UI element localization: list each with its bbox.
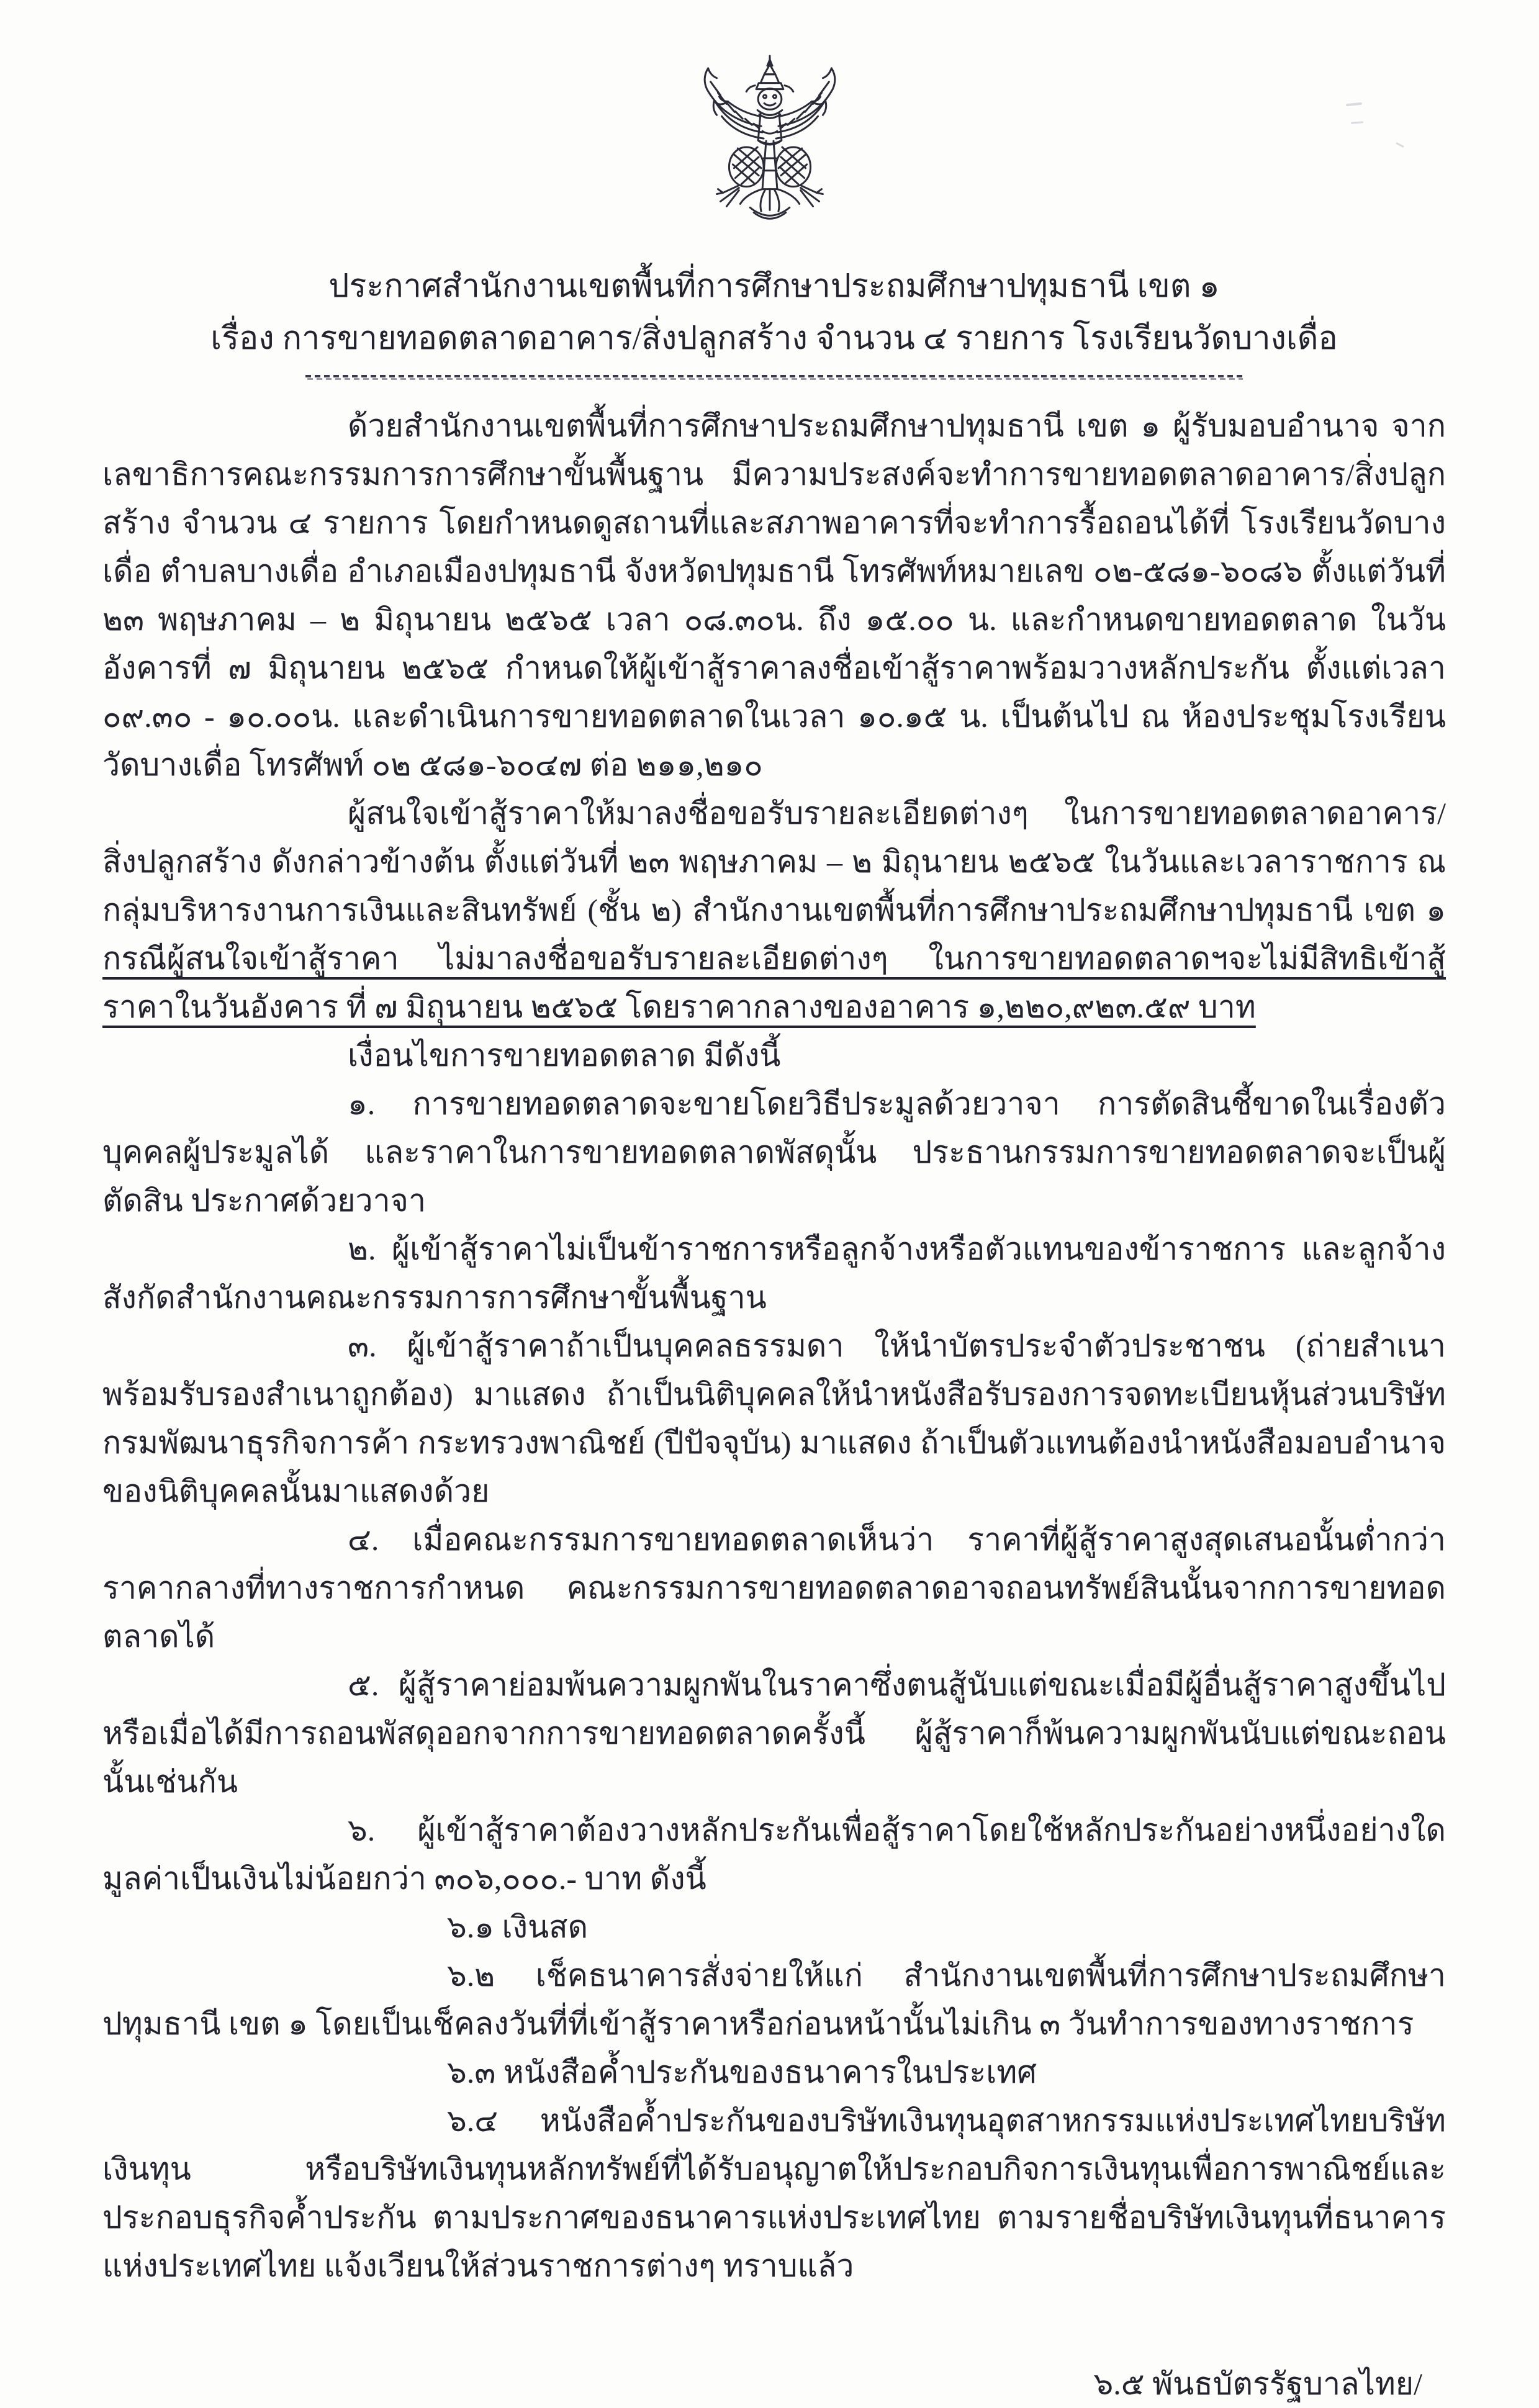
- intro-paragraph: ด้วยสำนักงานเขตพื้นที่การศึกษาประถมศึกษาปทุมธานี เขต ๑ ผู้รับมอบอำนาจ จากเลขาธิการคณะกรรมการการศึกษาขั้นพื้นฐาน มีความประสงค์จะทำการขายทอดตลาดอาคาร/สิ่งปลูกสร้าง จำนวน ๔ รายการ โดยกำหนดดูสถานที่และสภาพอาคารที่จะทำการรื้อถอนได้ที่ โรงเรียนวัดบางเดื่อ ตำบลบางเดื่อ อำเภอเมืองปทุมธานี จังหวัดปทุมธานี โทรศัพท์หมายเลข ๐๒-๕๘๑-๖๐๘๖ ตั้งแต่วันที่ ๒๓ พฤษภาคม – ๒ มิถุนายน ๒๕๖๕ เวลา ๐๘.๓๐น. ถึง ๑๕.๐๐ น. และกำหนดขายทอดตลาด ในวันอังคารที่ ๗ มิถุนายน ๒๕๖๕ กำหนดให้ผู้เข้าสู้ราคาลงชื่อเข้าสู้ราคาพร้อมวางหลักประกัน ตั้งแต่เวลา ๐๙.๓๐ - ๑๐.๐๐น. และดำเนินการขายทอดตลาดในเวลา ๑๐.๑๕ น. เป็นต้นไป ณ ห้องประชุมโรงเรียนวัดบางเดื่อ โทรศัพท์ ๐๒ ๕๘๑-๖๐๔๗ ต่อ ๒๑๑,๒๑๐: [102, 408, 1446, 782]
- condition-item-2: ๒. ผู้เข้าสู้ราคาไม่เป็นข้าราชการหรือลูกจ้างหรือตัวแทนของข้าราชการ และลูกจ้างสังกัดสำนักงานคณะกรรมการการศึกษาขั้นพื้นฐาน: [102, 1232, 1446, 1315]
- condition-item-5: ๕. ผู้สู้ราคาย่อมพ้นความผูกพันในราคาซึ่งตนสู้นับแต่ขณะเมื่อมีผู้อื่นสู้ราคาสูงขึ้นไปหรือเมื่อได้มีการถอนพัสดุออกจากการขายทอดตลาดครั้งนี้ ผู้สู้ราคาก็พ้นความผูกพันนับแต่ขณะถอนนั้นเช่นกัน: [102, 1667, 1446, 1799]
- sub-condition-6-4: ๖.๔ หนังสือค้ำประกันของบริษัทเงินทุนอุตสาหกรรมแห่งประเทศไทยบริษัทเงินทุน หรือบริษัทเงินทุนหลักทรัพย์ที่ได้รับอนุญาตให้ประกอบกิจการเงินทุนเพื่อการพาณิชย์และประกอบธุรกิจค้ำประกัน ตามประกาศของธนาคารแห่งประเทศไทย ตามรายชื่อบริษัทเงินทุนที่ธนาคารแห่งประเทศไทย แจ้งเวียนให้ส่วนราชการต่างๆ ทราบแล้ว: [102, 2103, 1446, 2283]
- registration-paragraph-normal: ผู้สนใจเข้าสู้ราคาให้มาลงชื่อขอรับรายละเอียดต่างๆ ในการขายทอดตลาดอาคาร/สิ่งปลูกสร้าง ดังกล่าวข้างต้น ตั้งแต่วันที่ ๒๓ พฤษภาคม – ๒ มิถุนายน ๒๕๖๕ ในวันและเวลาราชการ ณ กลุ่มบริหารงานการเงินและสินทรัพย์ (ชั้น ๒) สำนักงานเขตพื้นที่การศึกษาประถมศึกษาปทุมธานี เขต ๑: [102, 796, 1446, 927]
- subject-line: เรื่อง การขายทอดตลาดอาคาร/สิ่งปลูกสร้าง จำนวน ๔ รายการ โรงเรียนวัดบางเดื่อ: [210, 321, 1338, 356]
- registration-paragraph: [102, 789, 1446, 1031]
- announcement-title: ประกาศสำนักงานเขตพื้นที่การศึกษาประถมศึกษาปทุมธานี เขต ๑: [328, 269, 1220, 304]
- sub-condition-6-3: ๖.๓ หนังสือค้ำประกันของธนาคารในประเทศ: [447, 2055, 1037, 2090]
- condition-item-1: ๑. การขายทอดตลาดจะขายโดยวิธีประมูลด้วยวาจา การตัดสินชี้ขาดในเรื่องตัวบุคคลผู้ประมูลได้ และราคาในการขายทอดตลาดพัสดุนั้น ประธานกรรมการขายทอดตลาดจะเป็นผู้ตัดสิน ประกาศด้วยวาจา: [102, 1086, 1446, 1218]
- sub-condition-6-2: ๖.๒ เช็คธนาคารสั่งจ่ายให้แก่ สำนักงานเขตพื้นที่การศึกษาประถมศึกษาปทุมธานี เขต ๑ โดยเป็นเช็คลงวันที่ที่เข้าสู้ราคาหรือก่อนหน้านั้นไม่เกิน ๓ วันทำการของทางราชการ: [102, 1958, 1446, 2041]
- sub-condition-6-1: ๖.๑ เงินสด: [447, 1910, 589, 1944]
- condition-item-4: ๔. เมื่อคณะกรรมการขายทอดตลาดเห็นว่า ราคาที่ผู้สู้ราคาสูงสุดเสนอนั้นต่ำกว่าราคากลางที่ทางราชการกำหนด คณะกรรมการขายทอดตลาดอาจถอนทรัพย์สินนั้นจากการขายทอดตลาดได้: [102, 1522, 1446, 1654]
- condition-item-3: ๓. ผู้เข้าสู้ราคาถ้าเป็นบุคคลธรรมดา ให้นำบัตรประจำตัวประชาชน (ถ่ายสำเนาพร้อมรับรองสำเนาถูกต้อง) มาแสดง ถ้าเป็นนิติบุคคลให้นำหนังสือรับรองการจดทะเบียนหุ้นส่วนบริษัท กรมพัฒนาธุรกิจการค้า กระทรวงพาณิชย์ (ปีปัจจุบัน) มาแสดง ถ้าเป็นตัวแทนต้องนำหนังสือมอบอำนาจของนิติบุคคลนั้นมาแสดงด้วย: [102, 1328, 1446, 1508]
- conditions-heading: เงื่อนไขการขายทอดตลาด มีดังนี้: [348, 1038, 781, 1073]
- continuation-note: ๖.๕ พันธบัตรรัฐบาลไทย/: [1093, 2366, 1422, 2401]
- dashed-separator-line: [305, 375, 1243, 381]
- condition-item-6: ๖. ผู้เข้าสู้ราคาต้องวางหลักประกันเพื่อสู้ราคาโดยใช้หลักประกันอย่างหนึ่งอย่างใด มูลค่าเป็นเงินไม่น้อยกว่า ๓๐๖,๐๐๐.- บาท ดังนี้: [102, 1813, 1446, 1896]
- registration-paragraph-underlined: กรณีผู้สนใจเข้าสู้ราคา ไม่มาลงชื่อขอรับรายละเอียดต่างๆ ในการขายทอดตลาดฯจะไม่มีสิทธิเข้าสู้ราคาในวันอังคาร ที่ ๗ มิถุนายน ๒๕๖๕ โดยราคากลางของอาคาร ๑,๒๒๐,๙๒๓.๕๙ บาท: [102, 941, 1446, 1024]
- body-text: [102, 402, 1446, 2408]
